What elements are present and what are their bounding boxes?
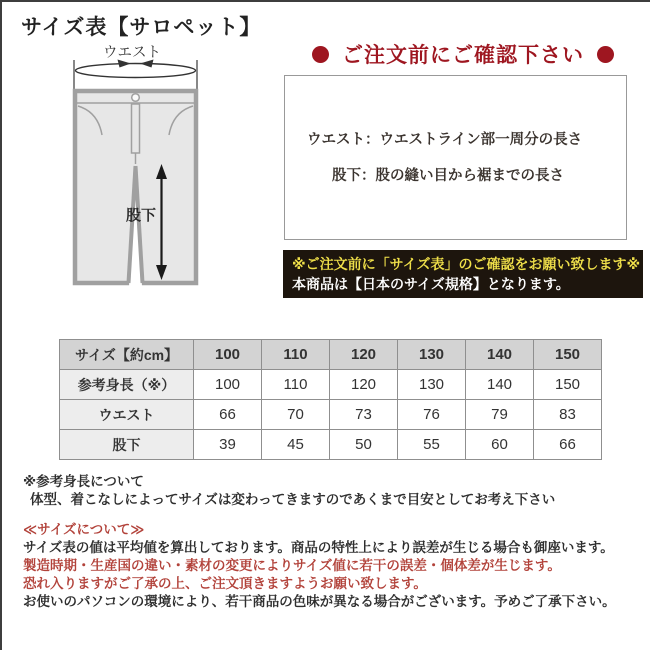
waist-label: ウエスト: [103, 45, 161, 61]
size-note-title: ≪サイズについて≫: [23, 522, 145, 537]
value-cell: 150: [534, 370, 602, 400]
banner-line-1: ※ご注文前に「サイズ表」のご確認をお願い致します※: [292, 256, 641, 272]
value-cell: 39: [194, 430, 262, 460]
header-value-cell: 110: [262, 340, 330, 370]
height-note-title: ※参考身長について: [23, 474, 144, 489]
table-header-row: [60, 340, 602, 370]
value-cell: 110: [262, 370, 330, 400]
waist-measure-ellipse-icon: [74, 60, 197, 91]
notice-banner: [283, 250, 643, 298]
value-cell: 76: [398, 400, 466, 430]
red-dot-icon: [597, 46, 614, 63]
value-cell: 45: [262, 430, 330, 460]
value-cell: 55: [398, 430, 466, 460]
row-label-cell: ウエスト: [60, 400, 194, 430]
page-title: サイズ表【サロペット】: [21, 16, 262, 39]
header-value-cell: 100: [194, 340, 262, 370]
value-cell: 50: [330, 430, 398, 460]
header-label-cell: サイズ【約cm】: [60, 340, 194, 370]
confirm-heading-text: ご注文前にご確認下さい: [342, 44, 584, 67]
pants-measurement-diagram: [42, 42, 272, 292]
value-cell: 73: [330, 400, 398, 430]
size-note-line2: 製造時期・生産国の違い・素材の変更によりサイズ値に若干の誤差・個体差が生じます。: [23, 558, 561, 573]
size-note-line3: 恐れ入りますがご了承の上、ご注文頂きますようお願い致します。: [23, 576, 427, 591]
table-row-inseam: [60, 430, 602, 460]
inseam-definition: 股下：股の縫い目から裾までの長さ: [332, 168, 564, 184]
header-value-cell: 140: [466, 340, 534, 370]
table-row-height: [60, 370, 602, 400]
confirm-heading: [287, 39, 639, 69]
value-cell: 83: [534, 400, 602, 430]
row-label-cell: 股下: [60, 430, 194, 460]
size-note-line1: サイズ表の値は平均値を算出しております。商品の特性上により誤差が生じる場合も御座います。: [23, 540, 614, 555]
size-table: [59, 339, 602, 460]
value-cell: 140: [466, 370, 534, 400]
value-cell: 66: [534, 430, 602, 460]
header-value-cell: 120: [330, 340, 398, 370]
value-cell: 79: [466, 400, 534, 430]
measurement-definitions-box: [284, 75, 627, 240]
table-row-waist: [60, 400, 602, 430]
value-cell: 100: [194, 370, 262, 400]
value-cell: 130: [398, 370, 466, 400]
value-cell: 120: [330, 370, 398, 400]
height-note-body: 体型、着こなしによってサイズは変わってきますのであくまで目安としてお考え下さい: [30, 492, 556, 507]
value-cell: 70: [262, 400, 330, 430]
button-icon: [132, 94, 140, 102]
size-note-line4: お使いのパソコンの環境により、若干商品の色味が異なる場合がございます。予めご了承下さい。: [23, 594, 616, 609]
red-dot-icon: [312, 46, 329, 63]
header-value-cell: 150: [534, 340, 602, 370]
value-cell: 66: [194, 400, 262, 430]
row-label-cell: 参考身長（※）: [60, 370, 194, 400]
header-value-cell: 130: [398, 340, 466, 370]
banner-line-2: 本商品は【日本のサイズ規格】となります。: [292, 276, 570, 292]
pants-outline: [75, 91, 196, 287]
footer-notes: [23, 473, 638, 611]
waist-definition: ウエスト：ウエストライン部一周分の長さ: [307, 132, 583, 148]
value-cell: 60: [466, 430, 534, 460]
inseam-label: 股下: [125, 207, 157, 224]
